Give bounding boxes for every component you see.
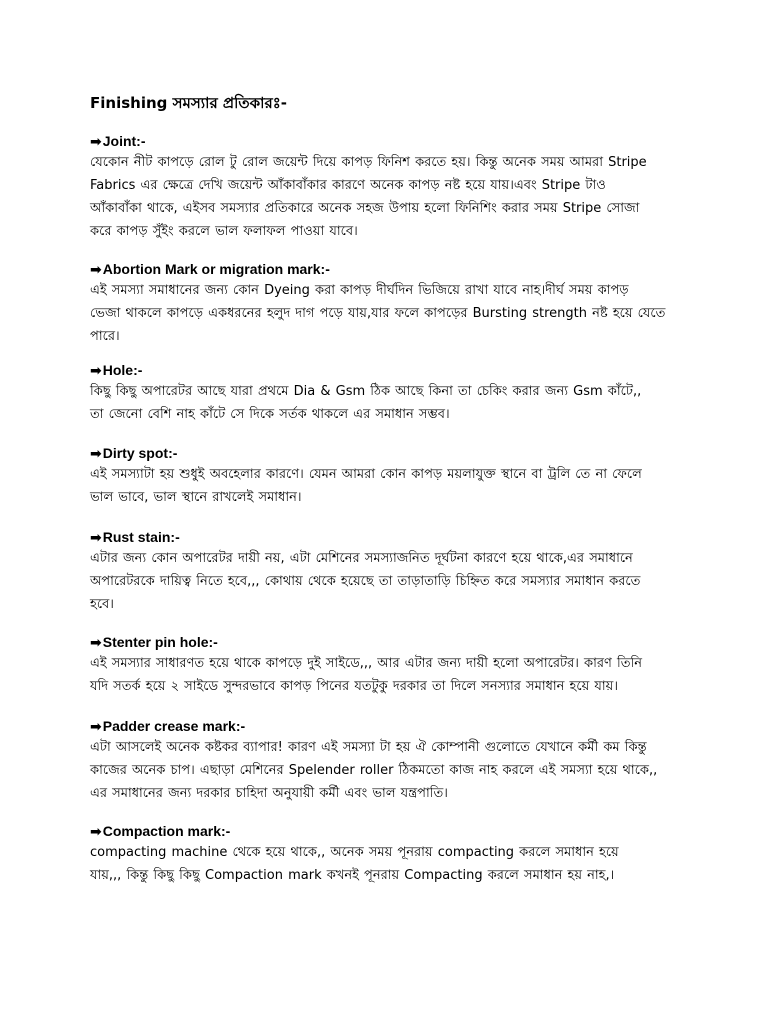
body-line: যায়,,, কিন্তু কিছু কিছু Compaction mark কখনই পূনরায় Compacting করলে সমাধান হয় নাহ,। [90, 868, 615, 883]
arrow-right-icon: ➡ [90, 824, 102, 840]
section-heading-text: Padder crease mark:- [102, 718, 246, 734]
section-body [90, 279, 690, 348]
section-abortion-mark [90, 260, 690, 348]
section-body [90, 151, 690, 243]
section-heading-text: Dirty spot:- [102, 445, 178, 461]
section-heading [90, 132, 690, 151]
section-heading [90, 444, 690, 463]
section-body [90, 547, 690, 616]
section-heading-text: Joint:- [102, 133, 146, 149]
body-line: এটার জন্য কোন অপারেটর দায়ী নয়, এটা মেশিনের সমস্যাজনিত দূর্ঘটনা কারণে হয়ে থাকে,এর সমাধানে [90, 551, 633, 566]
section-heading [90, 822, 690, 841]
body-line: এর সমাধানের জন্য দরকার চাহিদা অনুযায়ী কর্মী এবং ভাল যন্ত্রপাতি। [90, 786, 448, 801]
arrow-right-icon: ➡ [90, 363, 102, 379]
body-line: অপারেটরকে দায়িত্ব নিতে হবে,,, কোথায় থেকে হয়েছে তা তাড়াতাড়ি চিহ্নিত করে সমস্যার সমাধান করতে [90, 574, 641, 589]
section-hole [90, 361, 690, 426]
section-body [90, 463, 690, 509]
section-heading-text: Hole:- [102, 362, 143, 378]
body-line: হবে। [90, 597, 114, 612]
body-line: করে কাপড় সুঁইং করলে ভাল ফলাফল পাওয়া যাবে। [90, 224, 358, 239]
body-line: ভাল ভাবে, ভাল স্থানে রাখলেই সমাধান। [90, 490, 302, 505]
body-line: এটা আসলেই অনেক কষ্টকর ব্যাপার! কারণ এই সমস্যা টা হয় ঐ কোম্পানী গুলোতে যেখানে কর্মী কম কিন্তু [90, 740, 647, 755]
section-heading [90, 528, 690, 547]
section-body [90, 736, 690, 805]
section-dirty-spot [90, 444, 690, 509]
section-heading [90, 633, 690, 652]
section-joint [90, 132, 690, 243]
arrow-right-icon: ➡ [90, 262, 102, 278]
arrow-right-icon: ➡ [90, 635, 102, 651]
document-title: Finishing সমস্যার প্রতিকারঃ- [90, 94, 287, 112]
body-line: তা জেনো বেশি নাহ কাঁটে সে দিকে সর্তক থাকলে এর সমাধান সম্ভব। [90, 407, 450, 422]
section-stenter-pin-hole [90, 633, 690, 698]
body-line: compacting machine থেকে হয়ে থাকে,, অনেক সময় পূনরায় compacting করলে সমাধান হয়ে [90, 845, 619, 860]
section-heading-text: Abortion Mark or migration mark:- [102, 261, 330, 277]
body-line: এই সমস্যার সাধারণত হয়ে থাকে কাপড়ে দুই সাইডে,,, আর এটার জন্য দায়ী হলো অপারেটর। কারণ তিনি [90, 656, 643, 671]
section-heading-text: Rust stain:- [102, 529, 180, 545]
body-line: আঁকাবাঁকা থাকে, এইসব সমস্যার প্রতিকারে অনেক সহজ উপায় হলো ফিনিশিং করার সময় Stripe সোজা [90, 201, 640, 216]
section-body [90, 652, 690, 698]
section-body [90, 380, 690, 426]
section-heading-text: Stenter pin hole:- [102, 634, 218, 650]
section-heading [90, 260, 690, 279]
body-line: ভেজা থাকলে কাপড়ে একধরনের হলুদ দাগ পড়ে যায়,যার ফলে কাপড়ের Bursting strength নষ্ট হয়ে যেতে [90, 306, 666, 321]
arrow-right-icon: ➡ [90, 134, 102, 150]
section-padder-crease-mark [90, 717, 690, 805]
section-rust-stain [90, 528, 690, 616]
section-body [90, 841, 690, 887]
body-line: যেকোন নীট কাপড়ে রোল টু রোল জয়েন্ট দিয়ে কাপড় ফিনিশ করতে হয়। কিন্তু অনেক সময় আমরা Stripe [90, 155, 647, 170]
body-line: এই সমস্যা সমাধানের জন্য কোন Dyeing করা কাপড় দীর্ঘদিন ভিজিয়ে রাখা যাবে নাহ।দীর্ঘ সময় কাপড় [90, 283, 629, 298]
section-compaction-mark [90, 822, 690, 887]
arrow-right-icon: ➡ [90, 446, 102, 462]
body-line: যদি সতর্ক হয়ে ২ সাইডে সুন্দরভাবে কাপড় পিনের যতটুকু দরকার তা দিলে সনস্যার সমাধান হয়ে যায়। [90, 679, 618, 694]
body-line: Fabrics এর ক্ষেত্রে দেখি জয়েন্ট আঁকাবাঁকার কারণে অনেক কাপড় নষ্ট হয়ে যায়।এবং Stripe টাও [90, 178, 606, 193]
body-line: এই সমস্যাটা হয় শুধুই অবহেলার কারণে। যেমন আমরা কোন কাপড় ময়লাযুক্ত স্থানে বা ট্রলি তে না ফেলে [90, 467, 642, 482]
body-line: কাজের অনেক চাপ। এছাড়া মেশিনের Spelender roller ঠিকমতো কাজ নাহ করলে এই সমস্যা হয়ে থাকে,, [90, 763, 658, 778]
arrow-right-icon: ➡ [90, 719, 102, 735]
body-line: কিছু কিছু অপারেটর আছে যারা প্রথমে Dia & Gsm ঠিক আছে কিনা তা চেকিং করার জন্য Gsm কাঁটে,, [90, 384, 642, 399]
body-line: পারে। [90, 329, 120, 344]
arrow-right-icon: ➡ [90, 530, 102, 546]
section-heading-text: Compaction mark:- [102, 823, 231, 839]
section-heading [90, 717, 690, 736]
section-heading [90, 361, 690, 380]
